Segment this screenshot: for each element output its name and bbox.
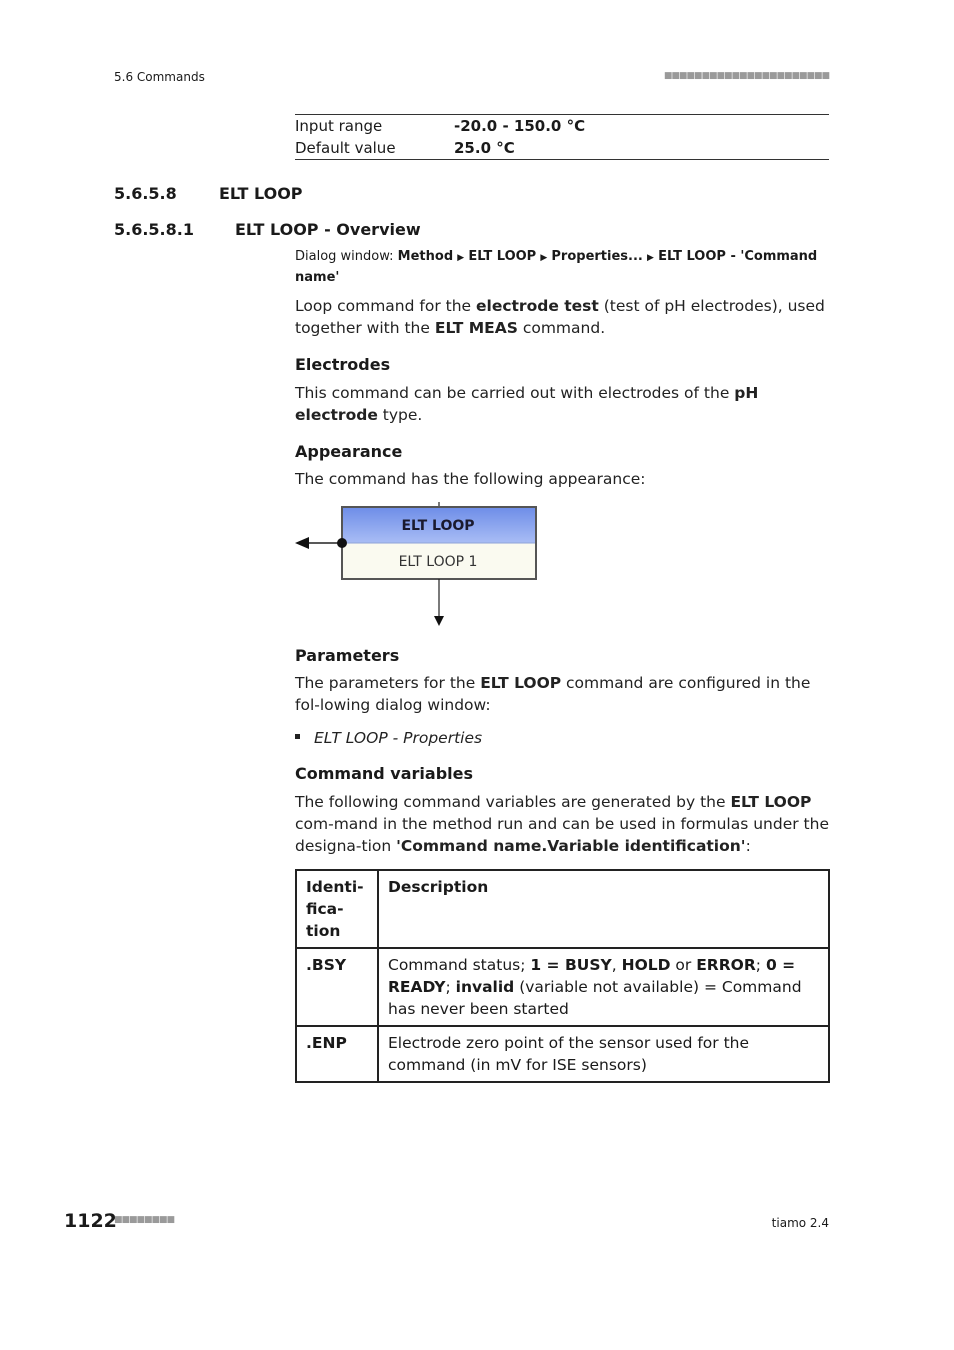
term: pH electrode — [295, 384, 759, 424]
parameter-label: Input range — [295, 117, 383, 135]
text: The following command variables are generated by the — [295, 793, 731, 811]
elt-loop-command-figure — [290, 500, 550, 630]
electrodes-heading: Electrodes — [295, 355, 391, 374]
variable-description — [378, 948, 829, 1026]
parameters-list-item — [295, 727, 829, 749]
dialog-path-step: Properties... — [551, 249, 643, 264]
dialog-path-step: ELT LOOP — [468, 249, 537, 264]
arrow-down-icon — [434, 616, 444, 626]
text: : — [745, 837, 751, 855]
table-header-cell: Identi-fica-tion — [296, 870, 378, 948]
term: HOLD — [621, 956, 671, 974]
command-variables-heading: Command variables — [295, 764, 473, 783]
bullet-square-icon — [295, 734, 300, 739]
dialog-path-step: Method — [397, 249, 454, 264]
section-title: ELT LOOP — [219, 184, 303, 203]
command-variables-table — [295, 869, 830, 1083]
dialog-window-path — [295, 247, 829, 288]
table-header-row — [296, 870, 829, 948]
arrow-left-icon — [295, 537, 309, 549]
page-number: 1122 — [64, 1210, 117, 1232]
term: electrode test — [476, 297, 599, 315]
term: ELT LOOP — [480, 674, 562, 692]
subsection-title: ELT LOOP - Overview — [235, 220, 421, 239]
appearance-paragraph: The command has the following appearance: — [295, 470, 646, 488]
running-header-decoration: ■■■■■■■■■■■■■■■■■■■■■■ — [663, 71, 829, 81]
subsection-heading — [114, 220, 421, 239]
term: 1 = BUSY — [530, 956, 612, 974]
text: command are configured in the fol-lowing dialog window: — [295, 674, 811, 714]
text: ; — [445, 978, 456, 996]
parameter-label: Default value — [295, 139, 396, 157]
connector-dot — [337, 538, 347, 548]
term: 0 = READY — [388, 956, 796, 996]
intro-paragraph — [295, 295, 829, 339]
table-header-cell: Description — [378, 870, 829, 948]
text: The parameters for the — [295, 674, 481, 692]
parameter-row-default-value — [295, 137, 829, 159]
variable-id: .ENP — [296, 1026, 378, 1082]
appearance-heading: Appearance — [295, 442, 403, 461]
variable-description: Electrode zero point of the sensor used for the command (in mV for ISE sensors) — [378, 1026, 829, 1082]
text: (test of pH electrodes), used together with the — [295, 297, 825, 337]
variable-id: .BSY — [296, 948, 378, 1026]
triangle-right-icon: ▶ — [457, 253, 465, 263]
text: This command can be carried out with electrodes of the — [295, 384, 735, 402]
parameters-heading: Parameters — [295, 646, 400, 665]
term: ELT LOOP — [730, 793, 812, 811]
parameter-table — [295, 114, 829, 160]
dialog-reference: ELT LOOP - Properties — [314, 729, 483, 747]
text: type. — [377, 406, 423, 424]
text: Command status; — [388, 956, 531, 974]
command-box-name: ELT LOOP 1 — [398, 554, 478, 570]
text: ; — [755, 956, 766, 974]
dialog-path-step: ELT LOOP - 'Command name' — [295, 249, 818, 285]
electrodes-paragraph — [295, 382, 829, 426]
text: or — [670, 956, 697, 974]
text: command. — [517, 319, 606, 337]
parameter-value: -20.0 - 150.0 °C — [454, 117, 586, 135]
triangle-right-icon: ▶ — [647, 253, 654, 263]
term: invalid — [455, 978, 515, 996]
term: ELT MEAS — [434, 319, 518, 337]
table-row — [296, 1026, 829, 1082]
text: , — [611, 956, 622, 974]
section-heading — [114, 184, 303, 203]
text: (variable not available) = Command has never been started — [388, 978, 802, 1018]
subsection-number: 5.6.5.8.1 — [114, 220, 194, 239]
parameter-row-input-range — [295, 115, 829, 137]
text: Loop command for the — [295, 297, 476, 315]
term: ERROR — [696, 956, 756, 974]
triangle-right-icon: ▶ — [540, 253, 548, 263]
product-version: tiamo 2.4 — [771, 1216, 829, 1230]
text: com-mand in the method run and can be used in formulas under the designa-tion — [295, 815, 829, 855]
command-variables-paragraph — [295, 791, 829, 857]
term: 'Command name.Variable identification' — [396, 837, 746, 855]
footer-decoration: ■■■■■■■■ — [114, 1215, 175, 1225]
dialog-path-prefix: Dialog window: — [295, 249, 398, 264]
parameters-paragraph — [295, 672, 829, 716]
running-header-section: 5.6 Commands — [114, 70, 205, 84]
parameter-value: 25.0 °C — [454, 139, 515, 157]
table-row — [296, 948, 829, 1026]
section-number: 5.6.5.8 — [114, 184, 177, 203]
command-box-title: ELT LOOP — [401, 518, 475, 534]
